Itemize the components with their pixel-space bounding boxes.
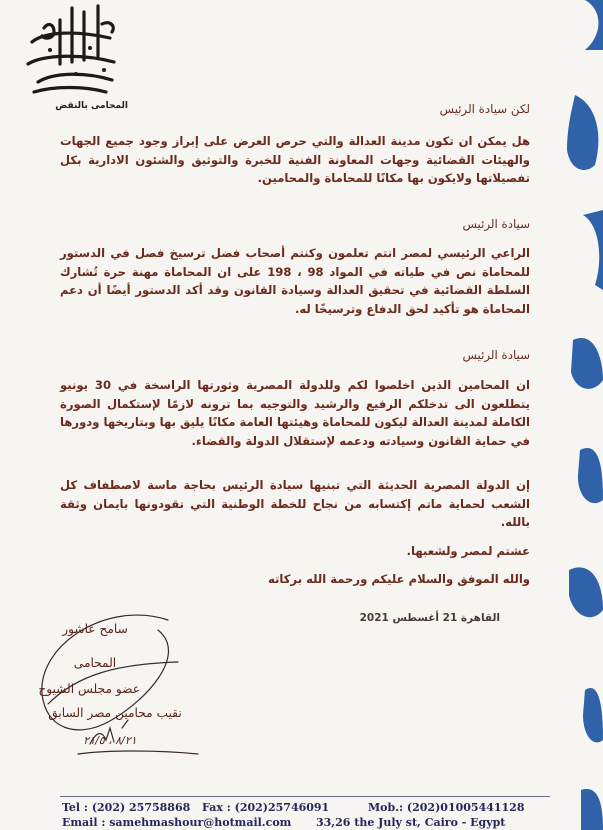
logo-caption: المحامى بالنقض [55,101,128,111]
calligraphy-logo [14,2,124,114]
heading-2: سيادة الرئيس [462,217,530,231]
closing-line-2: والله الموفق والسلام عليكم ورحمة الله بركاته [268,572,530,586]
footer-tel: Tel : (202) 25758868 [62,801,191,814]
paragraph-4: إن الدولة المصرية الحديثة التي تبنيها سيادة الرئيس بحاجة ماسة لاصطفاف كل الشعب لحماية ماتم إكتسابه من نجاح للخطة الوطنية التي تقودونها بايمان وثقة بالله. [60,478,530,529]
paragraph-2: الراعي الرئيسي لمصر انتم تعلمون وكنتم أصحاب فضل ترسيخ فصل في الدستور للمحاماة نص في طياته في المواد 98 ، 198 على ان المحاماة مهنة حرة تُشارك السلطة القضائية في تحقيق العدالة وسيادة القانون وقد أكد الدستور أيضًا أن دعم المحاماة هو تأكيد لحق الدفاع وترسيخًا له. [60,246,530,316]
handwritten-date: ٨/٢١ ، ٢١/٥ [83,734,137,747]
decorative-blue-band [545,0,603,830]
letter-date: القاهرة 21 أغسطس 2021 [359,612,500,624]
paragraph-1: هل يمكن ان تكون مدينة العدالة والتي حرص العرض على إبراز وجود جميع الجهات والهيئات القضائية وجهات المعاونة الفنية للخبرة والتوثيق والشئون الادارية بكل تفصيلاتها ولايكون بها مكانًا للمحاماة والمحامين. [60,134,530,185]
signer-former-title: نقيب محامين مصر السابق [48,706,182,720]
footer-divider [60,796,550,797]
footer-address: 33,26 the July st, Cairo - Egypt [316,816,506,829]
heading-3: سيادة الرئيس [462,348,530,362]
signer-name: سامح عاشور [62,622,128,636]
signer-title: المحامى [73,656,117,670]
closing-line-1: عشتم لمصر ولشعبها. [406,544,530,558]
signer-membership: عضو مجلس الشيوخ [38,682,140,696]
footer-mobile: Mob.: (202)01005441128 [368,801,525,814]
paragraph-3: ان المحامين الذين اخلصوا لكم وللدولة المصرية وثورتها الراسخة في 30 يونيو يتطلعون الى تدخلكم الرفيع والرشيد والتوجيه بما ترونه لازمًا لإستكمال الصورة الكاملة لمدينة العدالة ليكون للمحاماة وهيئتها العامة مكانًا يليق بها وبتاريخها ودورها في حماية القانون وسيادته ودعمه لإستقلال الدولة والقضاء. [60,378,530,448]
footer-email: Email : samehmashour@hotmail.com [62,816,292,829]
salutation-top: لكن سيادة الرئيس [439,102,530,116]
footer-fax: Fax : (202)25746091 [202,801,330,814]
